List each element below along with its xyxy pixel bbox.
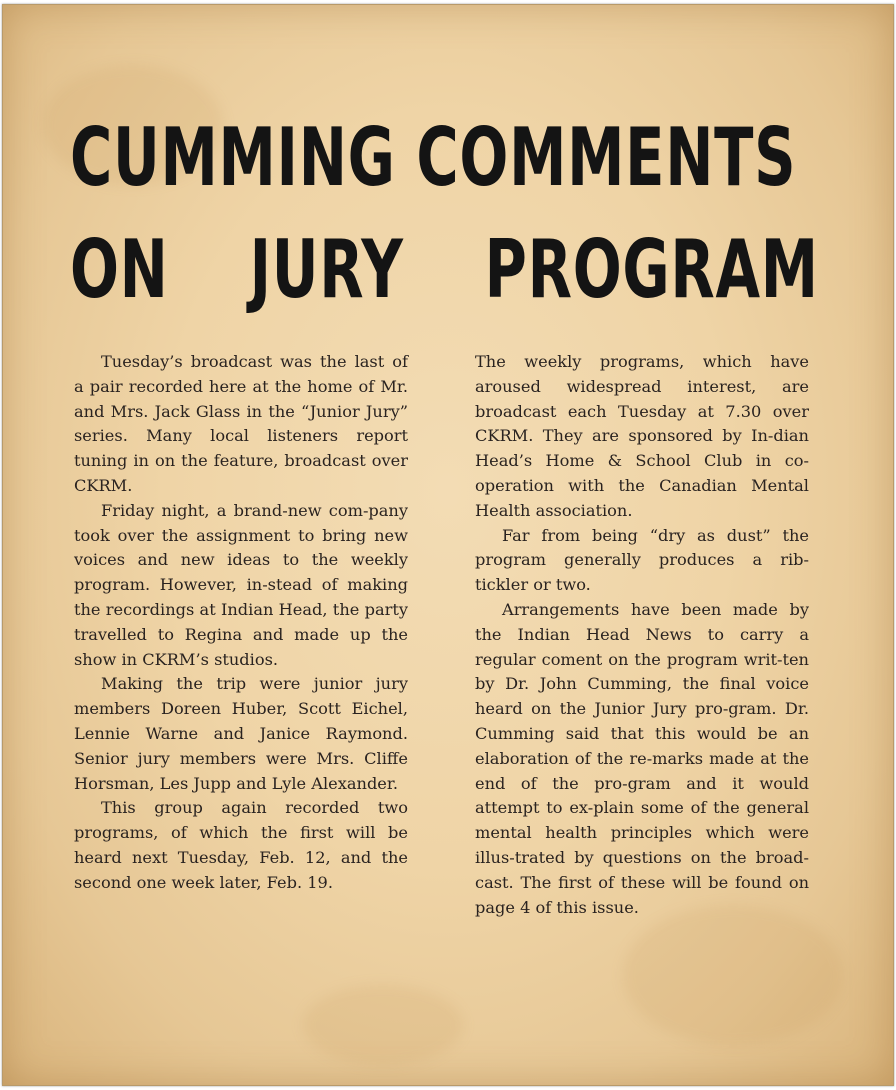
headline-line-2	[70, 223, 819, 316]
paragraph: Making the trip were junior jury members Doreen Huber, Scott Eichel, Lennie Warne and Janice Raymond. Senior jury members were Mrs. Cliffe Horsman, Les Jupp and Lyle Alexander.	[74, 674, 408, 793]
paragraph: Friday night, a brand-new com-pany took over the assignment to bring new voices and new ideas to the weekly program. However, in-stead of making the recordings at Indian Head, the party travelled to Regina and made up the show in CKRM’s studios.	[74, 500, 408, 669]
headline-word: ON	[70, 223, 169, 316]
article-column-right	[475, 350, 809, 920]
paper-stain	[623, 905, 843, 1045]
paragraph: The weekly programs, which have aroused widespread interest, are broadcast each Tuesday at 7.30 over CKRM. They are sponsored by In-dian Head’s Home & School Club in co-operation with the Canadian Mental Health association.	[475, 352, 809, 520]
headline-word: PROGRAM	[484, 223, 819, 316]
paragraph: Tuesday’s broadcast was the last of a pair recorded here at the home of Mr. and Mrs. Jack Glass in the “Junior Jury” series. Many local listeners report tuning in on the feature, broadcast over CKRM.	[74, 352, 408, 495]
paragraph: Arrangements have been made by the Indian Head News to carry a regular coment on the program writ-ten by Dr. John Cumming, the final voice heard on the Junior Jury pro-gram. Dr. Cumming said that this would be an elaboration of the re-marks made at the end of the pro-gram and it would attempt to ex-plain some of the general mental health principles which were illus-trated by questions on the broad-cast. The first of these will be found on page 4 of this issue.	[475, 599, 809, 917]
paper-stain	[303, 985, 463, 1065]
paragraph: This group again recorded two programs, of which the first will be heard next Tuesday, Feb. 12, and the second one week later, Feb. 19.	[74, 798, 408, 892]
article-column-left	[74, 350, 408, 896]
headline-word: JURY	[249, 223, 404, 316]
headline-line-1: CUMMING COMMENTS	[70, 111, 797, 204]
paragraph: Far from being “dry as dust” the program generally produces a rib-tickler or two.	[475, 525, 809, 595]
